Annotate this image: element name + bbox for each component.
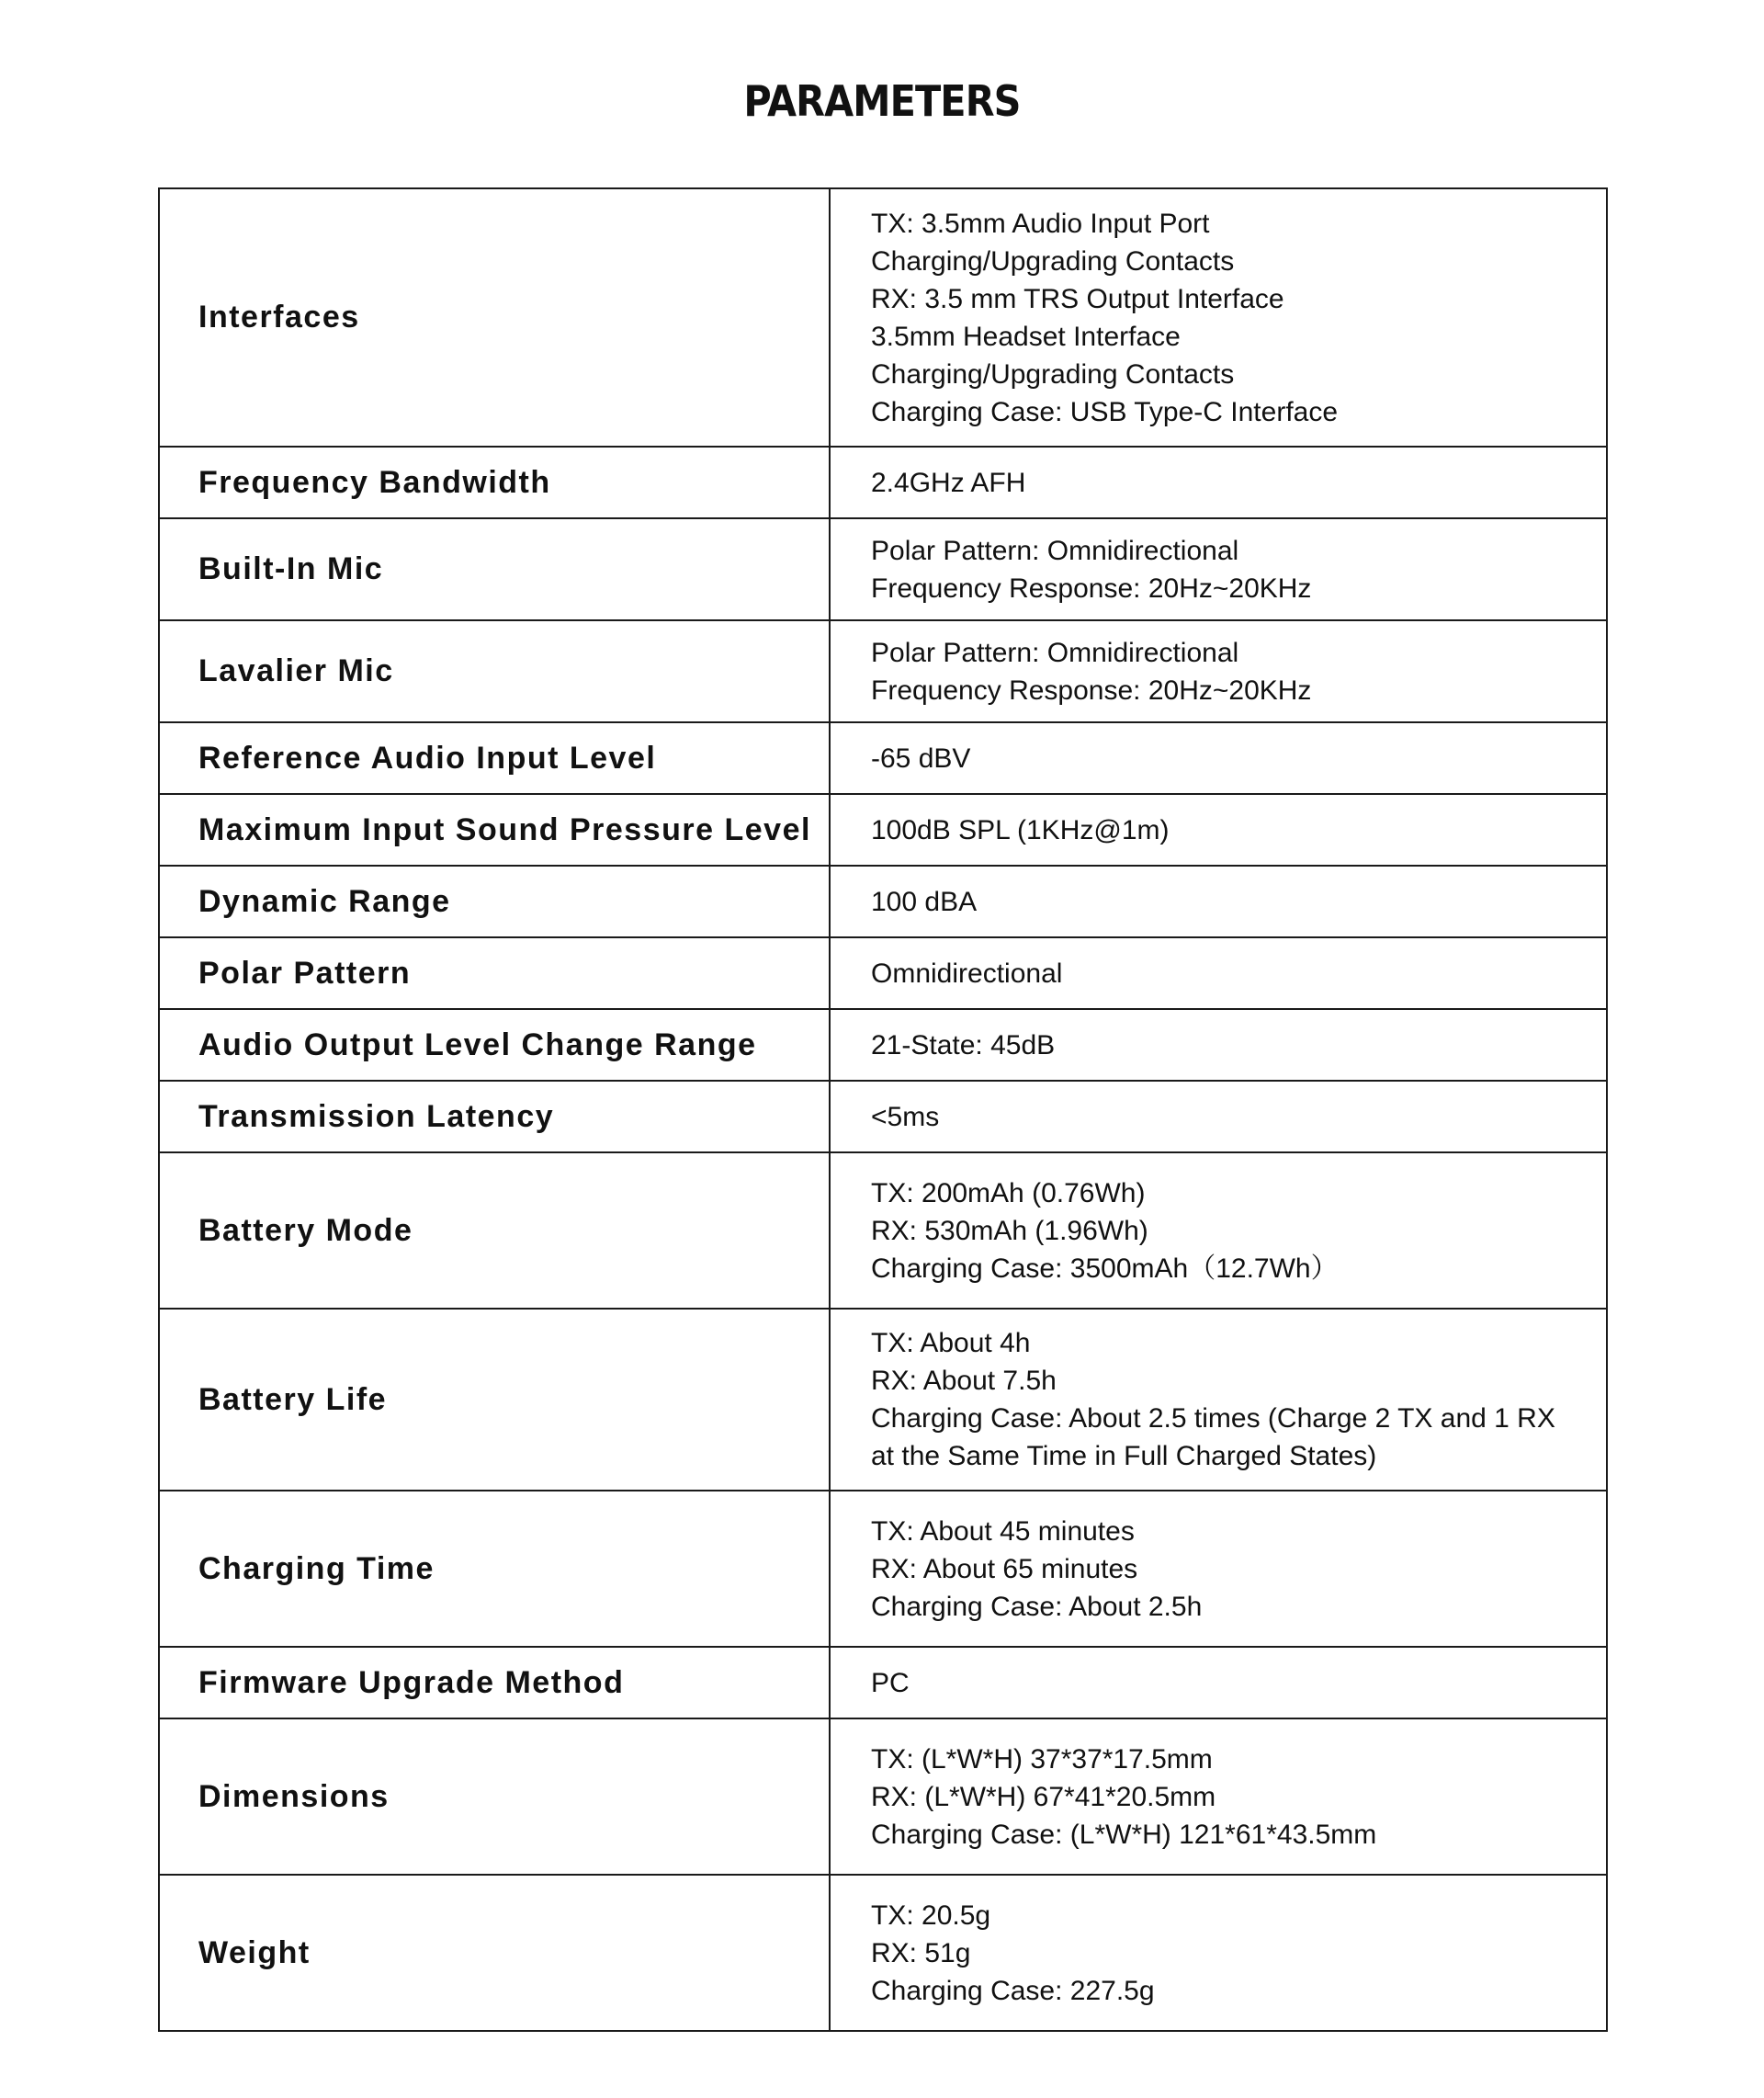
parameter-value-line: at the Same Time in Full Charged States) — [871, 1441, 1377, 1471]
parameter-value-line: Frequency Response: 20Hz~20KHz — [871, 675, 1312, 706]
parameter-label: Weight — [159, 1875, 830, 2031]
parameter-label: Polar Pattern — [159, 937, 830, 1009]
parameter-label: Interfaces — [159, 188, 830, 447]
parameter-label: Dynamic Range — [159, 866, 830, 937]
parameter-value — [830, 1309, 1607, 1491]
parameter-value-line: Charging Case: USB Type-C Interface — [871, 396, 1339, 427]
parameter-value-line: -65 dBV — [871, 743, 971, 774]
parameters-table — [158, 187, 1608, 2032]
parameter-label: Battery Life — [159, 1309, 830, 1491]
table-row — [159, 1009, 1607, 1081]
parameter-value — [830, 188, 1607, 447]
parameter-value-line: TX: 200mAh (0.76Wh) — [871, 1177, 1146, 1208]
parameter-value-line: RX: About 7.5h — [871, 1366, 1057, 1396]
parameter-value-line: Charging Case: About 2.5 times (Charge 2 TX and 1 RX — [871, 1403, 1555, 1434]
parameter-label: Transmission Latency — [159, 1081, 830, 1152]
parameter-value — [830, 722, 1607, 794]
table-row — [159, 620, 1607, 722]
table-row — [159, 722, 1607, 794]
parameter-value-line: <5ms — [871, 1101, 940, 1132]
table-row — [159, 188, 1607, 447]
table-row — [159, 447, 1607, 518]
parameter-value-line: Charging Case: About 2.5h — [871, 1591, 1203, 1622]
parameter-label: Firmware Upgrade Method — [159, 1647, 830, 1718]
parameter-value — [830, 866, 1607, 937]
parameter-value — [830, 620, 1607, 722]
parameter-value — [830, 1647, 1607, 1718]
parameter-value — [830, 1491, 1607, 1647]
parameter-value-line: 100 dBA — [871, 886, 978, 917]
parameter-label: Audio Output Level Change Range — [159, 1009, 830, 1081]
parameter-value-line: TX: About 45 minutes — [871, 1515, 1135, 1547]
table-row — [159, 794, 1607, 866]
parameter-value-line: TX: About 4h — [871, 1328, 1031, 1358]
parameter-value-line: Omnidirectional — [871, 958, 1063, 989]
table-row — [159, 1647, 1607, 1718]
parameter-value-line: RX: About 65 minutes — [871, 1553, 1138, 1584]
parameter-label: Lavalier Mic — [159, 620, 830, 722]
parameter-value-line: TX: (L*W*H) 37*37*17.5mm — [871, 1743, 1213, 1775]
parameter-label: Battery Mode — [159, 1152, 830, 1309]
table-row — [159, 1152, 1607, 1309]
parameter-label: Built-In Mic — [159, 518, 830, 620]
parameter-value — [830, 937, 1607, 1009]
parameter-value-line: Polar Pattern: Omnidirectional — [871, 535, 1239, 566]
parameter-label: Reference Audio Input Level — [159, 722, 830, 794]
parameter-label: Dimensions — [159, 1718, 830, 1875]
parameter-value-line: RX: 3.5 mm TRS Output Interface — [871, 283, 1284, 314]
parameter-value-line: PC — [871, 1667, 910, 1698]
parameter-value-line: Charging Case: 227.5g — [871, 1975, 1155, 2006]
table-row — [159, 1718, 1607, 1875]
parameter-value-line: 3.5mm Headset Interface — [871, 321, 1181, 352]
parameter-value — [830, 1152, 1607, 1309]
parameter-value-line: Charging Case: 3500mAh（12.7Wh） — [871, 1253, 1339, 1284]
parameter-label: Maximum Input Sound Pressure Level — [159, 794, 830, 866]
parameter-value-line: Charging Case: (L*W*H) 121*61*43.5mm — [871, 1819, 1377, 1850]
parameter-value — [830, 518, 1607, 620]
parameter-label: Charging Time — [159, 1491, 830, 1647]
parameter-value-line: RX: (L*W*H) 67*41*20.5mm — [871, 1781, 1216, 1812]
parameter-value — [830, 1009, 1607, 1081]
table-row — [159, 866, 1607, 937]
table-row — [159, 1875, 1607, 2031]
parameter-value-line: Polar Pattern: Omnidirectional — [871, 637, 1239, 668]
parameter-value — [830, 794, 1607, 866]
parameter-value — [830, 1718, 1607, 1875]
parameter-value-line: Frequency Response: 20Hz~20KHz — [871, 573, 1312, 604]
parameter-value-line: TX: 20.5g — [871, 1900, 991, 1931]
table-row — [159, 1309, 1607, 1491]
parameters-table-body — [159, 188, 1607, 2031]
table-row — [159, 1081, 1607, 1152]
parameter-value-line: 100dB SPL (1KHz@1m) — [871, 814, 1170, 845]
parameter-value-line: 21-State: 45dB — [871, 1029, 1056, 1060]
table-row — [159, 937, 1607, 1009]
parameter-value — [830, 1081, 1607, 1152]
parameter-value — [830, 1875, 1607, 2031]
parameter-value-line: TX: 3.5mm Audio Input Port — [871, 208, 1210, 239]
parameter-value-line: Charging/Upgrading Contacts — [871, 245, 1235, 277]
table-row — [159, 1491, 1607, 1647]
parameter-label: Frequency Bandwidth — [159, 447, 830, 518]
parameter-value-line: RX: 530mAh (1.96Wh) — [871, 1215, 1148, 1246]
parameter-value — [830, 447, 1607, 518]
page-title: PARAMETERS — [743, 76, 1021, 126]
parameter-value-line: RX: 51g — [871, 1937, 971, 1968]
parameter-value-line: 2.4GHz AFH — [871, 467, 1026, 498]
parameter-value-line: Charging/Upgrading Contacts — [871, 358, 1235, 390]
table-row — [159, 518, 1607, 620]
